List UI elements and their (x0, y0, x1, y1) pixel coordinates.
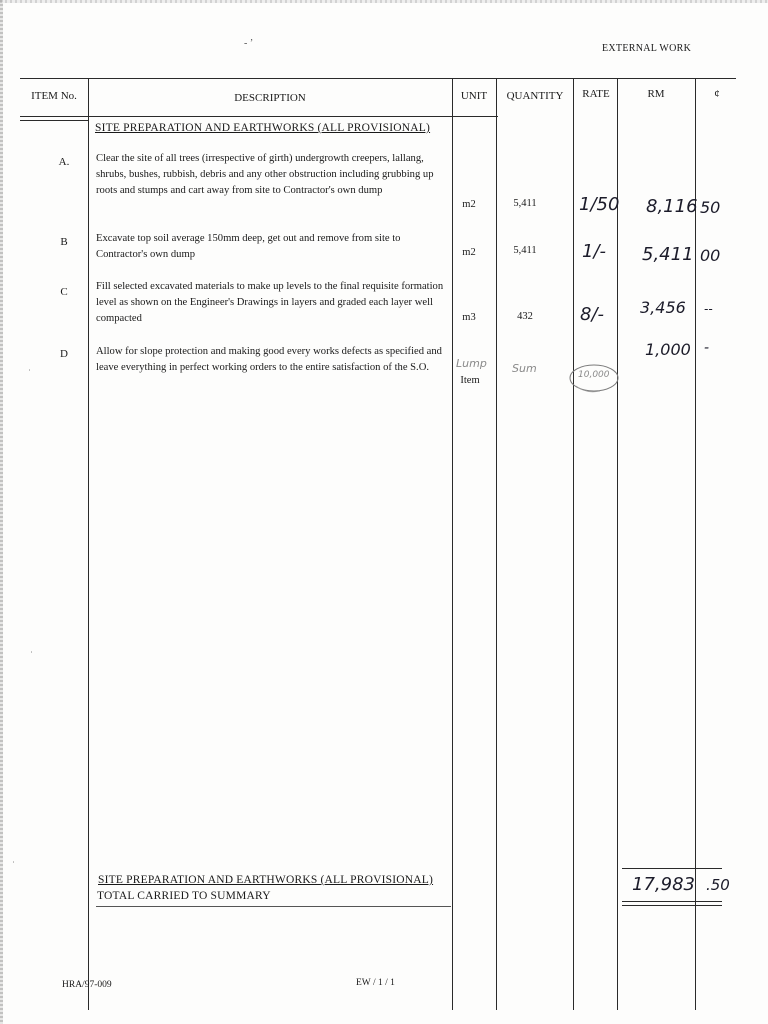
row-c-description: Fill selected excavated materials to make up levels to the final requisite formation level as shown on the Engineer's Drawings in layers and graded each layer well compacted (96, 281, 444, 324)
total-rule-double (622, 905, 722, 906)
row-a-item: A. (58, 156, 70, 168)
corner-mark: - ’ (244, 38, 254, 49)
row-a-sen: 50 (700, 198, 721, 217)
description-column-rule (452, 78, 453, 1010)
row-d-rm: 1,000 (645, 340, 691, 359)
row-d-item: D (60, 348, 68, 360)
row-b-unit: m2 (462, 247, 476, 258)
row-b-item: B (60, 236, 68, 248)
row-a-rate: 1/50 (579, 194, 620, 215)
scan-edge-shadow (0, 0, 3, 1024)
row-b-description: Excavate top soil average 150mm deep, get out and remove from site to Contractor's own dump (96, 233, 401, 260)
total-sen: .50 (706, 876, 730, 894)
header-rate: RATE (582, 88, 610, 100)
row-d-sen: - (704, 340, 710, 356)
rm-column-rule (695, 78, 696, 1010)
row-a-quantity: 5,411 (513, 198, 537, 209)
row-c-unit: m3 (462, 312, 476, 323)
header-sen: ¢ (714, 88, 720, 100)
row-d-unit-handwritten: Lump (456, 357, 487, 370)
header-bottom-rule-item (20, 120, 88, 121)
row-c-item: C (60, 286, 68, 298)
header-quantity: QUANTITY (506, 90, 564, 102)
row-d-rate: 10,000 (578, 370, 610, 380)
row-d-rate-circle (566, 360, 622, 400)
section-title: SITE PREPARATION AND EARTHWORKS (ALL PROVISIONAL) (95, 122, 431, 134)
scan-mark: ˙ (12, 860, 15, 870)
header-item (26, 90, 82, 102)
row-c-sen: -- (704, 302, 713, 316)
scan-mark: ˙ (28, 368, 31, 378)
row-a-unit: m2 (462, 199, 476, 210)
page-number: EW / 1 / 1 (356, 978, 395, 988)
header-rm: RM (647, 88, 665, 100)
scan-top-shadow (0, 0, 768, 3)
total-label: TOTAL CARRIED TO SUMMARY (97, 890, 271, 902)
total-rule-top (622, 868, 722, 869)
header-item-label: ITEM No. (31, 90, 77, 102)
page-title: EXTERNAL WORK (602, 43, 692, 54)
unit-column-rule (496, 78, 497, 1010)
row-b-rate: 1/- (582, 241, 607, 262)
header-description: DESCRIPTION (234, 92, 306, 104)
total-rule-bottom (622, 901, 722, 902)
row-c-rm: 3,456 (640, 298, 686, 317)
total-rule-left (96, 906, 451, 907)
rate-column-rule (617, 78, 618, 1010)
footer-section-title: SITE PREPARATION AND EARTHWORKS (ALL PROVISIONAL) (98, 874, 434, 886)
row-c-quantity: 432 (517, 311, 533, 322)
row-c-rate: 8/- (580, 304, 605, 325)
header-bottom-rule (20, 116, 498, 117)
row-b-rm: 5,411 (642, 244, 694, 265)
table-top-rule (20, 78, 736, 79)
document-reference: HRA/97-009 (62, 980, 112, 990)
item-column-rule (88, 78, 89, 1010)
header-unit: UNIT (460, 90, 488, 102)
scan-mark: ˙ (30, 650, 33, 660)
row-d-description: Allow for slope protection and making good every works defects as specified and leave everything in perfect working orders to the entire satisfaction of the S.O. (96, 346, 442, 373)
row-b-quantity: 5,411 (513, 245, 537, 256)
quantity-column-rule (573, 78, 574, 1010)
row-a-description: Clear the site of all trees (irrespective of girth) undergrowth creepers, lallang, shrubs, bushes, rubbish, debris and any other obstruction including grubbing up roots and stumps and cart away from site to Contractor's own dump (96, 153, 434, 196)
row-a-rm: 8,116 (646, 196, 698, 217)
row-b-sen: 00 (700, 246, 721, 265)
total-rm: 17,983 (632, 874, 695, 895)
row-d-quantity: Sum (512, 362, 537, 375)
row-d-unit: Item (460, 375, 480, 386)
